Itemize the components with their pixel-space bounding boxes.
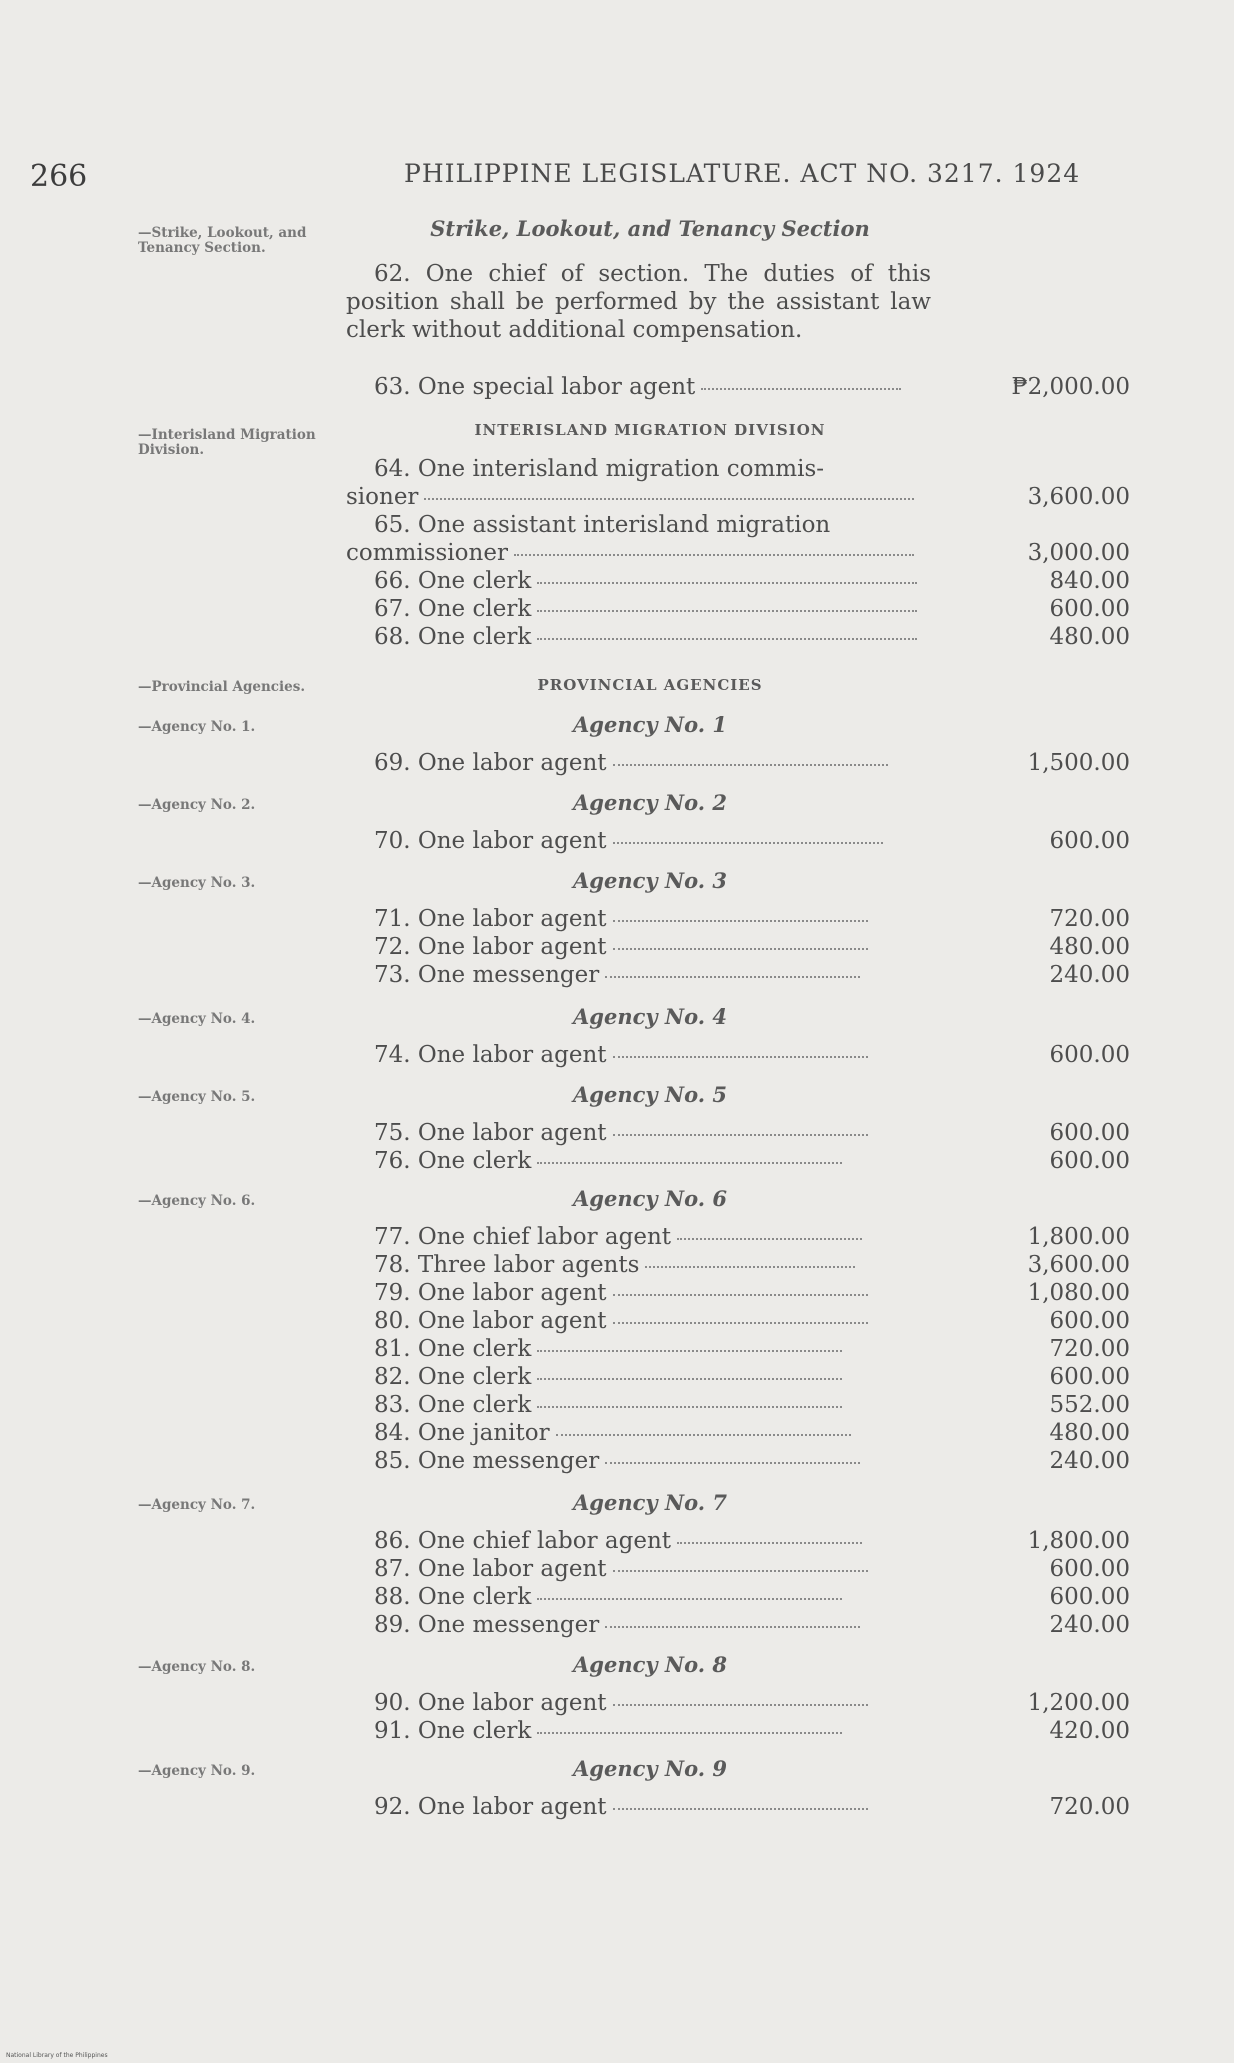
margin-note-agency8: —Agency No. 8. [138, 1659, 256, 1675]
item-amount: 1,800.00 [1027, 1224, 1130, 1250]
item-amount: 600.00 [1049, 596, 1130, 622]
item-amount: 480.00 [1049, 624, 1130, 650]
item-label: 78. Three labor agents [374, 1252, 640, 1278]
item-amount: 1,500.00 [1027, 750, 1130, 776]
leader-dots [537, 1378, 842, 1380]
page-header [0, 155, 1234, 195]
leader-dots [605, 1462, 860, 1464]
leader-dots [605, 976, 860, 978]
item-label: 79. One labor agent [374, 1280, 607, 1306]
item-label: 65. One assistant interisland migration [374, 512, 831, 538]
leader-dots [537, 1598, 842, 1600]
item-amount: 600.00 [1049, 1364, 1130, 1390]
line-item [346, 1308, 1130, 1336]
item-amount: 480.00 [1049, 1420, 1130, 1446]
item-label: 84. One janitor [374, 1420, 550, 1446]
line-item [346, 1280, 1130, 1308]
leader-dots [537, 638, 917, 640]
heading-agency4: Agency No. 4 [573, 1004, 727, 1029]
item-label: 82. One clerk [374, 1364, 532, 1390]
item-amount: 840.00 [1049, 568, 1130, 594]
line-item [346, 1690, 1130, 1718]
line-item [346, 962, 1130, 990]
item-amount: 3,600.00 [1027, 484, 1130, 510]
item-amount: 1,800.00 [1027, 1528, 1130, 1554]
heading-agency8: Agency No. 8 [573, 1652, 727, 1677]
item-amount: 600.00 [1049, 1148, 1130, 1174]
leader-dots [514, 554, 914, 556]
leader-dots [556, 1434, 851, 1436]
leader-dots [537, 582, 917, 584]
leader-dots [677, 1542, 862, 1544]
line-item-66 [346, 568, 1130, 596]
line-item [346, 1252, 1130, 1280]
item-amount: 600.00 [1049, 1584, 1130, 1610]
item-amount: 720.00 [1049, 1794, 1130, 1820]
item-amount: 1,200.00 [1027, 1690, 1130, 1716]
item-62-paragraph: 62. One chief of section. The duties of this position shall be performed by the assistant law clerk without additional compensation. [346, 261, 931, 343]
line-item-64-first [346, 456, 1130, 484]
heading-agency5: Agency No. 5 [573, 1082, 727, 1107]
leader-dots [613, 1322, 868, 1324]
leader-dots [677, 1238, 862, 1240]
leader-dots [613, 1056, 868, 1058]
running-head: PHILIPPINE LEGISLATURE. ACT NO. 3217. 1924 [404, 159, 1081, 188]
leader-dots [613, 1808, 868, 1810]
item-label: 69. One labor agent [374, 750, 607, 776]
heading-interisland-division: INTERISLAND MIGRATION DIVISION [474, 421, 826, 439]
line-item [346, 1364, 1130, 1392]
item-amount: 600.00 [1049, 1120, 1130, 1146]
margin-note-agency9: —Agency No. 9. [138, 1763, 256, 1779]
item-amount: 420.00 [1049, 1718, 1130, 1744]
heading-agency7: Agency No. 7 [573, 1490, 727, 1515]
item-amount: 240.00 [1049, 1612, 1130, 1638]
item-label: 85. One messenger [374, 1448, 600, 1474]
line-item [346, 828, 1130, 856]
item-label: 76. One clerk [374, 1148, 532, 1174]
item-amount: 480.00 [1049, 934, 1130, 960]
leader-dots [613, 948, 868, 950]
heading-strike-section: Strike, Lookout, and Tenancy Section [430, 216, 870, 241]
item-label: commissioner [346, 540, 508, 566]
line-item-63 [346, 374, 1130, 402]
line-item [346, 906, 1130, 934]
heading-agency3: Agency No. 3 [573, 868, 727, 893]
line-item [346, 1448, 1130, 1476]
item-label: 66. One clerk [374, 568, 532, 594]
item-amount: 240.00 [1049, 962, 1130, 988]
margin-note-interisland: —Interisland Migration Division. [138, 427, 316, 458]
leader-dots [537, 610, 917, 612]
heading-agency1: Agency No. 1 [573, 712, 727, 737]
line-item [346, 1042, 1130, 1070]
line-item [346, 1120, 1130, 1148]
line-item [346, 1148, 1130, 1176]
margin-note-strike: —Strike, Lookout, and Tenancy Section. [138, 225, 307, 256]
leader-dots [613, 1294, 868, 1296]
item-amount: 600.00 [1049, 1042, 1130, 1068]
line-item [346, 1612, 1130, 1640]
line-item [346, 1556, 1130, 1584]
heading-agency9: Agency No. 9 [573, 1756, 727, 1781]
line-item [346, 1584, 1130, 1612]
leader-dots [645, 1266, 855, 1268]
item-label: 74. One labor agent [374, 1042, 607, 1068]
margin-note-agency7: —Agency No. 7. [138, 1497, 256, 1513]
item-label: 71. One labor agent [374, 906, 607, 932]
item-label: 83. One clerk [374, 1392, 532, 1418]
item-label: 88. One clerk [374, 1584, 532, 1610]
leader-dots [537, 1732, 842, 1734]
leader-dots [537, 1350, 842, 1352]
item-label: 64. One interisland migration commis- [374, 456, 825, 482]
margin-note-agency6: —Agency No. 6. [138, 1193, 256, 1209]
line-item [346, 1336, 1130, 1364]
item-label: 92. One labor agent [374, 1794, 607, 1820]
line-item [346, 1794, 1130, 1822]
item-label: 91. One clerk [374, 1718, 532, 1744]
item-amount: 600.00 [1049, 1308, 1130, 1334]
item-label: 81. One clerk [374, 1336, 532, 1362]
leader-dots [613, 764, 888, 766]
leader-dots [537, 1162, 842, 1164]
item-amount: 600.00 [1049, 1556, 1130, 1582]
line-item-67 [346, 596, 1130, 624]
leader-dots [613, 1704, 868, 1706]
line-item [346, 1224, 1130, 1252]
line-item [346, 1718, 1130, 1746]
item-amount: 240.00 [1049, 1448, 1130, 1474]
leader-dots [424, 498, 914, 500]
item-label: 86. One chief labor agent [374, 1528, 672, 1554]
heading-agency2: Agency No. 2 [573, 790, 727, 815]
item-label: 89. One messenger [374, 1612, 600, 1638]
line-item-65 [346, 540, 1130, 568]
item-amount: 720.00 [1049, 1336, 1130, 1362]
item-label: sioner [346, 484, 419, 510]
line-item [346, 1392, 1130, 1420]
leader-dots [605, 1626, 860, 1628]
item-label: 90. One labor agent [374, 1690, 607, 1716]
line-item-65-first [346, 512, 1130, 540]
margin-note-agency2: —Agency No. 2. [138, 797, 256, 813]
line-item [346, 750, 1130, 778]
leader-dots [613, 1570, 868, 1572]
leader-dots [701, 388, 901, 390]
line-item [346, 1420, 1130, 1448]
line-item [346, 1528, 1130, 1556]
item-amount: 3,000.00 [1027, 540, 1130, 566]
item-amount: 3,600.00 [1027, 1252, 1130, 1278]
item-amount: 552.00 [1049, 1392, 1130, 1418]
item-label: 75. One labor agent [374, 1120, 607, 1146]
margin-note-agency3: —Agency No. 3. [138, 875, 256, 891]
line-item-64 [346, 484, 1130, 512]
item-label: 77. One chief labor agent [374, 1224, 672, 1250]
margin-note-agency4: —Agency No. 4. [138, 1011, 256, 1027]
margin-note-provincial: —Provincial Agencies. [138, 679, 306, 695]
page-number: 266 [30, 159, 88, 194]
item-amount: 720.00 [1049, 906, 1130, 932]
leader-dots [613, 920, 868, 922]
heading-agency6: Agency No. 6 [573, 1186, 727, 1211]
item-label: 68. One clerk [374, 624, 532, 650]
margin-note-agency1: —Agency No. 1. [138, 719, 256, 735]
item-amount: 1,080.00 [1027, 1280, 1130, 1306]
item-label: 72. One labor agent [374, 934, 607, 960]
leader-dots [613, 842, 883, 844]
heading-provincial-agencies: PROVINCIAL AGENCIES [537, 676, 763, 694]
item-amount: 600.00 [1049, 828, 1130, 854]
item-label: 63. One special labor agent [374, 374, 696, 400]
leader-dots [613, 1134, 868, 1136]
footer-credit: National Library of the Philippines [6, 2052, 108, 2059]
item-label: 80. One labor agent [374, 1308, 607, 1334]
item-label: 73. One messenger [374, 962, 600, 988]
margin-note-agency5: —Agency No. 5. [138, 1089, 256, 1105]
line-item-68 [346, 624, 1130, 652]
line-item [346, 934, 1130, 962]
item-amount: ₱2,000.00 [1011, 374, 1130, 400]
item-label: 70. One labor agent [374, 828, 607, 854]
leader-dots [537, 1406, 842, 1408]
item-label: 87. One labor agent [374, 1556, 607, 1582]
item-label: 67. One clerk [374, 596, 532, 622]
